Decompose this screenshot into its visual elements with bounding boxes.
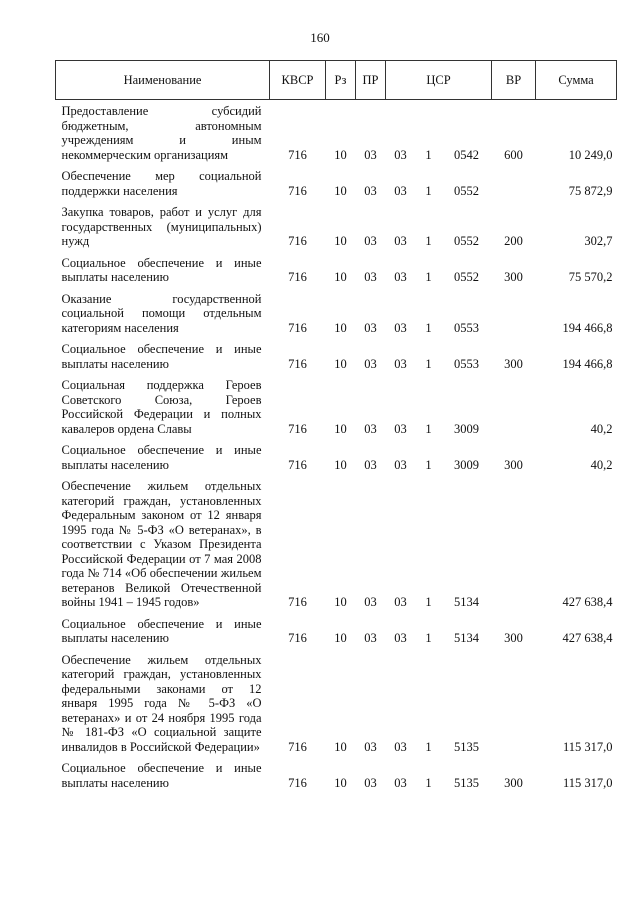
header-kvsr: КВСР: [270, 61, 326, 100]
budget-table: [55, 60, 617, 793]
cell-csr-program: 03: [394, 739, 407, 754]
cell-csr-program: 03: [394, 595, 407, 609]
cell-name: Предоставление субсидий бюджетным, автономным учреждениям и иным некоммерческим организациям: [61, 104, 262, 162]
cell-csr-subprogram: 1: [425, 183, 432, 198]
cell-vr: 300: [504, 631, 523, 645]
table-row: [56, 288, 617, 339]
cell-rz: 10: [334, 183, 347, 198]
cell-pr: 03: [364, 270, 377, 284]
cell-vr: 300: [504, 356, 523, 371]
cell-csr-subprogram: 1: [425, 631, 432, 645]
cell-rz: 10: [334, 739, 347, 754]
cell-csr-program: 03: [394, 147, 407, 162]
cell-csr-program: 03: [394, 270, 407, 284]
cell-csr-subprogram: 1: [425, 457, 432, 472]
cell-vr: [492, 165, 536, 201]
cell-csr-program: 03: [394, 775, 407, 790]
cell-vr: 200: [504, 234, 523, 248]
cell-sum: 40,2: [590, 457, 613, 472]
cell-csr-code: 5134: [454, 595, 480, 609]
cell-csr-subprogram: 1: [425, 356, 432, 371]
cell-csr-subprogram: 1: [425, 595, 432, 609]
cell-name: Социальное обеспечение и иные выплаты населению: [61, 443, 262, 472]
cell-vr: 300: [504, 457, 523, 472]
table-row: [56, 374, 617, 439]
cell-vr: 300: [504, 270, 523, 284]
cell-csr-subprogram: 1: [425, 739, 432, 754]
cell-rz: 10: [334, 775, 347, 790]
cell-name: Обеспечение жильем отдельных категорий граждан, установленных федеральными законами от 12 января 1995 года № 5-ФЗ «О ветеранах» и от 24 ноября 1995 года № 181-ФЗ «О социальной защите инвалидов в Российской Федерации»: [61, 652, 262, 754]
cell-vr: [492, 288, 536, 339]
cell-kvsr: 716: [288, 631, 307, 645]
cell-vr: 600: [504, 147, 523, 162]
cell-csr-program: 03: [394, 356, 407, 371]
cell-sum: 302,7: [584, 234, 613, 248]
table-row: [56, 338, 617, 374]
cell-pr: 03: [364, 234, 377, 248]
cell-pr: 03: [364, 595, 377, 609]
cell-kvsr: 716: [288, 147, 307, 162]
table-body: [56, 100, 617, 794]
cell-kvsr: 716: [288, 739, 307, 754]
cell-csr-code: 3009: [454, 457, 480, 472]
cell-rz: 10: [334, 421, 347, 436]
cell-pr: 03: [364, 631, 377, 645]
cell-sum: 40,2: [590, 421, 613, 436]
header-csr: ЦСР: [386, 61, 492, 100]
header-vr: ВР: [492, 61, 536, 100]
cell-sum: 427 638,4: [562, 595, 613, 609]
cell-name: Оказание государственной социальной помощи отдельным категориям населения: [61, 291, 262, 335]
cell-kvsr: 716: [288, 356, 307, 371]
cell-rz: 10: [334, 147, 347, 162]
cell-rz: 10: [334, 234, 347, 248]
cell-kvsr: 716: [288, 457, 307, 472]
header-name: Наименование: [56, 61, 270, 100]
cell-kvsr: 716: [288, 183, 307, 198]
cell-sum: 194 466,8: [562, 356, 613, 371]
cell-rz: 10: [334, 320, 347, 335]
cell-name: Социальное обеспечение и иные выплаты населению: [61, 761, 262, 790]
cell-csr-program: 03: [394, 457, 407, 472]
header-pr: ПР: [356, 61, 386, 100]
cell-csr-code: 5135: [454, 775, 480, 790]
cell-sum: 115 317,0: [562, 739, 613, 754]
table-row: [56, 201, 617, 252]
cell-csr-code: 0553: [454, 320, 480, 335]
cell-csr-code: 5134: [454, 631, 480, 645]
table-row: [56, 757, 617, 793]
cell-csr-program: 03: [394, 234, 407, 248]
table-row: [56, 475, 617, 613]
cell-vr: [492, 475, 536, 613]
header-rz: Рз: [326, 61, 356, 100]
cell-name: Социальная поддержка Героев Советского Союза, Героев Российской Федерации и полных кавалеров ордена Славы: [61, 378, 262, 436]
cell-name: Социальное обеспечение и иные выплаты населению: [61, 342, 262, 371]
cell-csr-code: 3009: [454, 421, 480, 436]
cell-sum: 75 570,2: [568, 270, 613, 284]
cell-csr-program: 03: [394, 183, 407, 198]
cell-name: Социальное обеспечение и иные выплаты населению: [61, 255, 262, 284]
cell-sum: 10 249,0: [568, 147, 613, 162]
cell-kvsr: 716: [288, 320, 307, 335]
cell-sum: 75 872,9: [568, 183, 613, 198]
cell-name: Обеспечение мер социальной поддержки населения: [61, 169, 262, 198]
cell-rz: 10: [334, 270, 347, 284]
cell-csr-subprogram: 1: [425, 270, 432, 284]
cell-sum: 194 466,8: [562, 320, 613, 335]
cell-csr-subprogram: 1: [425, 147, 432, 162]
cell-csr-code: 0552: [454, 270, 480, 284]
cell-csr-code: 5135: [454, 739, 480, 754]
cell-pr: 03: [364, 356, 377, 371]
cell-name: Обеспечение жильем отдельных категорий граждан, установленных Федеральным законом от 12 января 1995 года № 5-ФЗ «О ветеранах», в соответствии с Указом Президента Российской Федерации от 7 мая 2008 года № 714 «Об обеспечении жильем ветеранов Великой Отечественной войны 1941 – 1945 годов»: [61, 479, 262, 609]
table-row: [56, 100, 617, 166]
cell-csr-program: 03: [394, 421, 407, 436]
cell-rz: 10: [334, 457, 347, 472]
cell-csr-subprogram: 1: [425, 775, 432, 790]
cell-pr: 03: [364, 739, 377, 754]
cell-rz: 10: [334, 595, 347, 609]
cell-vr: 300: [504, 775, 523, 790]
cell-sum: 115 317,0: [562, 775, 613, 790]
cell-pr: 03: [364, 320, 377, 335]
cell-pr: 03: [364, 775, 377, 790]
table-header-row: [56, 61, 617, 100]
cell-vr: [492, 649, 536, 758]
cell-pr: 03: [364, 147, 377, 162]
table-row: [56, 613, 617, 649]
cell-kvsr: 716: [288, 234, 307, 248]
cell-csr-subprogram: 1: [425, 421, 432, 436]
cell-csr-program: 03: [394, 320, 407, 335]
cell-csr-subprogram: 1: [425, 234, 432, 248]
cell-csr-code: 0553: [454, 356, 480, 371]
table-row: [56, 439, 617, 475]
cell-pr: 03: [364, 421, 377, 436]
cell-kvsr: 716: [288, 421, 307, 436]
cell-name: Закупка товаров, работ и услуг для государственных (муниципальных) нужд: [61, 205, 262, 248]
cell-rz: 10: [334, 356, 347, 371]
cell-csr-program: 03: [394, 631, 407, 645]
cell-pr: 03: [364, 457, 377, 472]
cell-sum: 427 638,4: [562, 631, 613, 645]
cell-csr-code: 0542: [454, 147, 480, 162]
cell-kvsr: 716: [288, 270, 307, 284]
page-number: 160: [310, 30, 330, 45]
cell-csr-code: 0552: [454, 234, 480, 248]
header-sum: Сумма: [536, 61, 617, 100]
cell-pr: 03: [364, 183, 377, 198]
table-row: [56, 649, 617, 758]
cell-rz: 10: [334, 631, 347, 645]
cell-vr: [492, 374, 536, 439]
table-row: [56, 165, 617, 201]
cell-csr-subprogram: 1: [425, 320, 432, 335]
cell-name: Социальное обеспечение и иные выплаты населению: [61, 616, 262, 645]
cell-kvsr: 716: [288, 595, 307, 609]
table-row: [56, 252, 617, 288]
cell-kvsr: 716: [288, 775, 307, 790]
cell-csr-code: 0552: [454, 183, 480, 198]
